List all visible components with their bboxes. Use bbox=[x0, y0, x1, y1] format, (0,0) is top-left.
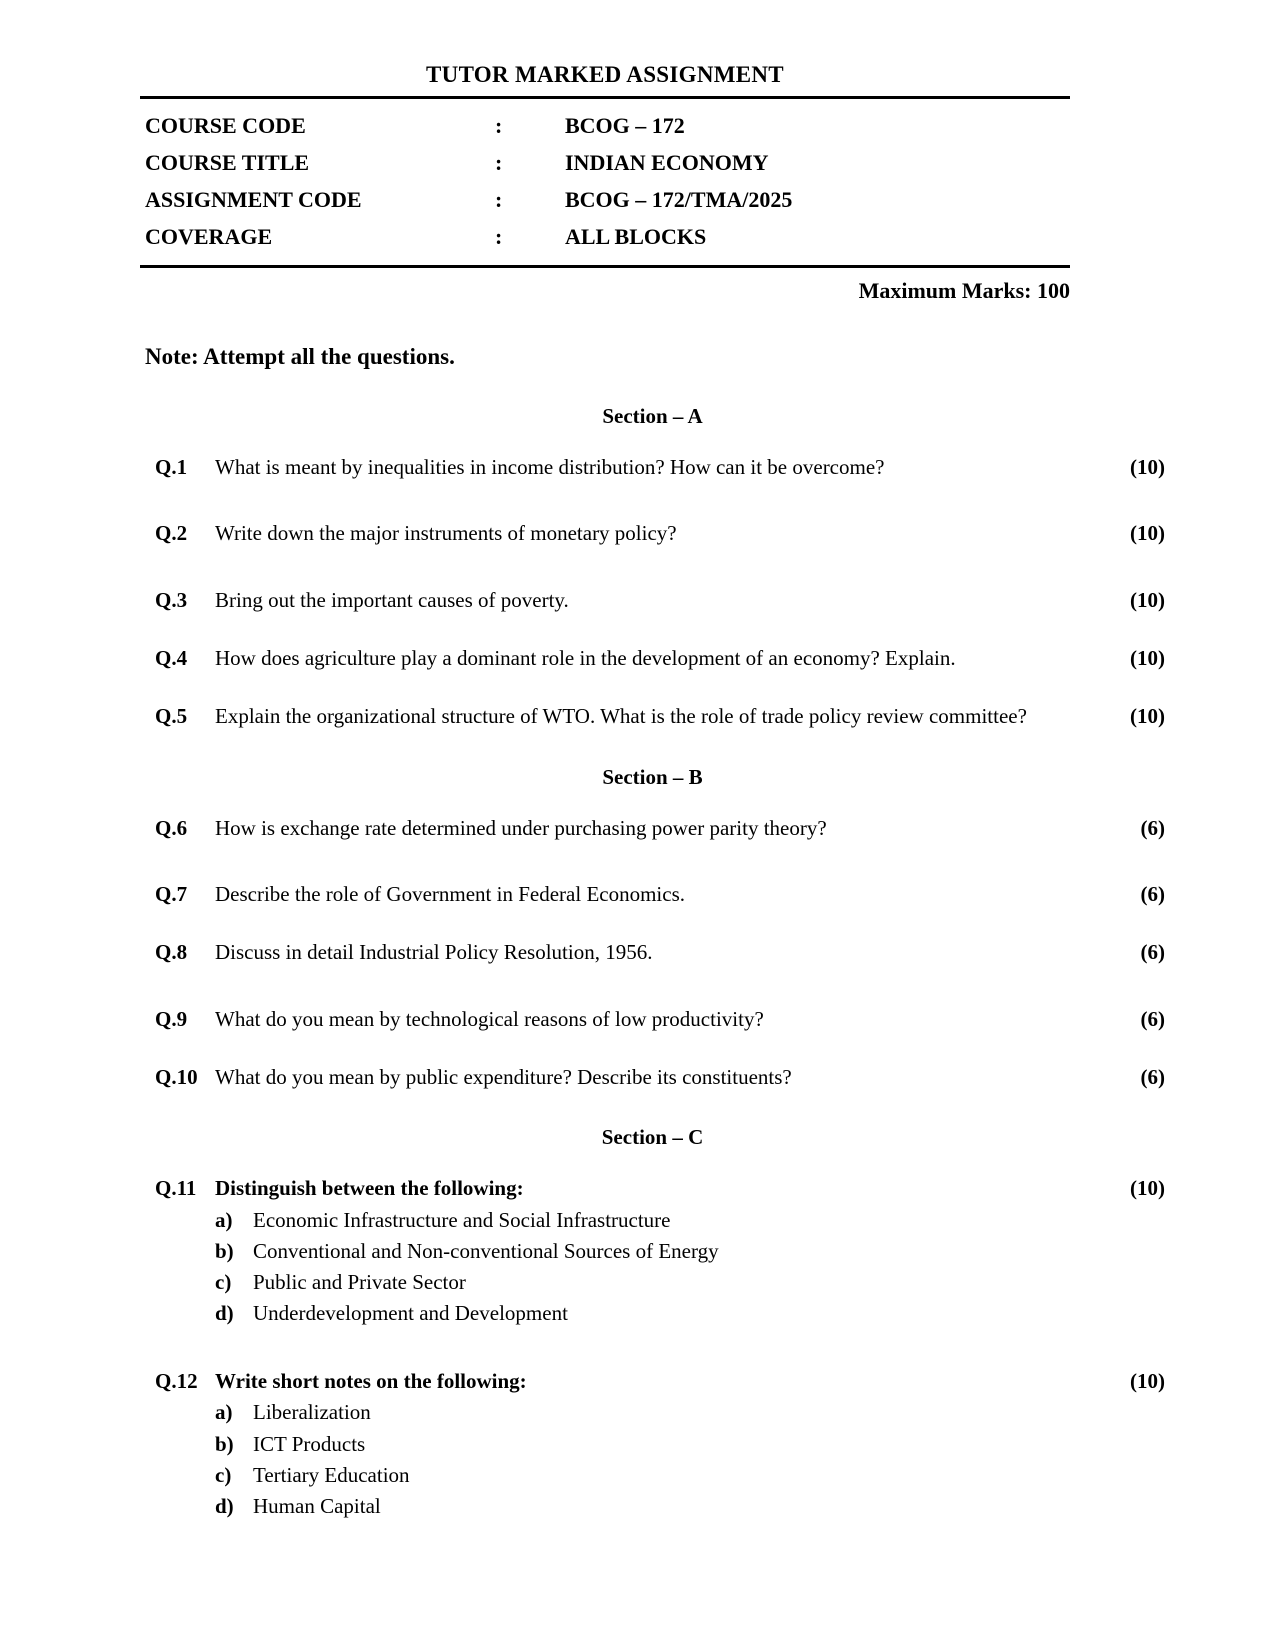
section-c-heading: Section – C bbox=[601, 1125, 704, 1150]
question-marks: (6) bbox=[1140, 882, 1165, 907]
sub-question-list bbox=[215, 1205, 1087, 1329]
question-row-q11 bbox=[140, 1174, 1165, 1329]
course-title-value: INDIAN ECONOMY bbox=[565, 150, 769, 175]
sub-question-list bbox=[215, 1397, 1087, 1521]
assignment-code-separator: : bbox=[495, 187, 503, 212]
sub-question-b bbox=[215, 1236, 1087, 1267]
question-number: Q.4 bbox=[155, 646, 188, 671]
question-marks: (10) bbox=[1130, 646, 1165, 671]
question-row-q3 bbox=[140, 586, 1165, 614]
section-a-heading: Section – A bbox=[602, 404, 703, 428]
question-text: How does agriculture play a dominant role in the development of an economy? Explain. bbox=[215, 646, 956, 671]
question-text: Bring out the important causes of poverty. bbox=[215, 587, 569, 612]
course-code-row bbox=[140, 107, 1070, 144]
question-marks: (10) bbox=[1130, 587, 1165, 612]
question-text: How is exchange rate determined under purchasing power parity theory? bbox=[215, 815, 827, 840]
coverage-separator: : bbox=[495, 224, 503, 249]
question-marks: (10) bbox=[1130, 1176, 1165, 1201]
sub-question-text: Tertiary Education bbox=[253, 1462, 410, 1487]
question-text: What is meant by inequalities in income distribution? How can it be overcome? bbox=[215, 455, 885, 479]
assignment-code-label: ASSIGNMENT CODE bbox=[145, 187, 362, 212]
question-row-q9 bbox=[140, 1005, 1165, 1033]
question-marks: (6) bbox=[1140, 815, 1165, 840]
course-code-separator: : bbox=[495, 113, 503, 138]
sub-question-text: Economic Infrastructure and Social Infrastructure bbox=[253, 1207, 671, 1232]
assignment-code-row bbox=[140, 181, 1070, 218]
question-text: Write down the major instruments of monetary policy? bbox=[215, 521, 677, 546]
section-c bbox=[140, 1125, 1165, 1521]
question-text: Discuss in detail Industrial Policy Resolution, 1956. bbox=[215, 940, 653, 965]
course-title-label: COURSE TITLE bbox=[145, 150, 310, 175]
sub-question-d bbox=[215, 1491, 1087, 1522]
sub-question-text: Human Capital bbox=[253, 1493, 381, 1518]
question-number: Q.7 bbox=[155, 882, 188, 907]
question-row-q10 bbox=[140, 1063, 1165, 1091]
question-number: Q.10 bbox=[155, 1065, 198, 1090]
question-marks: (10) bbox=[1130, 704, 1165, 729]
course-code-value: BCOG – 172 bbox=[565, 113, 685, 138]
question-text: What do you mean by public expenditure? Describe its constituents? bbox=[215, 1065, 792, 1090]
question-text: What do you mean by technological reasons of low productivity? bbox=[215, 1006, 764, 1031]
sub-question-letter: d) bbox=[215, 1301, 234, 1326]
question-marks: (6) bbox=[1140, 1006, 1165, 1031]
question-row-q2 bbox=[140, 519, 1165, 547]
question-row-q4 bbox=[140, 644, 1165, 672]
sub-question-a bbox=[215, 1397, 1087, 1428]
question-row-q8 bbox=[140, 938, 1165, 966]
maximum-marks: Maximum Marks: 100 bbox=[858, 278, 1070, 303]
document-header bbox=[140, 62, 1070, 304]
sub-question-letter: c) bbox=[215, 1269, 232, 1294]
coverage-row bbox=[140, 218, 1070, 255]
question-marks: (10) bbox=[1130, 1369, 1165, 1394]
sub-question-letter: a) bbox=[215, 1207, 233, 1232]
sub-question-b bbox=[215, 1429, 1087, 1460]
question-number: Q.5 bbox=[155, 704, 188, 729]
note-text: Note: Attempt all the questions. bbox=[145, 344, 455, 369]
sub-question-letter: b) bbox=[215, 1238, 234, 1263]
question-text: Describe the role of Government in Federal Economics. bbox=[215, 882, 686, 907]
sub-question-letter: a) bbox=[215, 1400, 233, 1425]
course-title-row bbox=[140, 144, 1070, 181]
question-number: Q.9 bbox=[155, 1006, 188, 1031]
sub-question-text: Underdevelopment and Development bbox=[253, 1301, 568, 1326]
question-number: Q.8 bbox=[155, 940, 188, 965]
question-number: Q.12 bbox=[155, 1369, 198, 1394]
question-number: Q.3 bbox=[155, 587, 188, 612]
question-marks: (10) bbox=[1130, 455, 1165, 479]
sub-question-c bbox=[215, 1267, 1087, 1298]
coverage-value: ALL BLOCKS bbox=[565, 224, 707, 249]
sub-question-letter: c) bbox=[215, 1462, 232, 1487]
question-row-q5 bbox=[140, 702, 1165, 730]
course-code-label: COURSE CODE bbox=[145, 113, 306, 138]
question-marks: (10) bbox=[1130, 521, 1165, 546]
sub-question-letter: d) bbox=[215, 1493, 234, 1518]
question-number: Q.11 bbox=[155, 1176, 197, 1201]
question-marks: (6) bbox=[1140, 940, 1165, 965]
assignment-code-value: BCOG – 172/TMA/2025 bbox=[565, 187, 793, 212]
course-title-separator: : bbox=[495, 150, 503, 175]
section-a bbox=[140, 404, 1165, 731]
page-title: TUTOR MARKED ASSIGNMENT bbox=[426, 62, 784, 87]
sub-question-text: Conventional and Non-conventional Sources of Energy bbox=[253, 1238, 719, 1263]
question-row-q6 bbox=[140, 814, 1165, 842]
sub-question-text: Public and Private Sector bbox=[253, 1269, 466, 1294]
sub-question-text: ICT Products bbox=[253, 1431, 366, 1456]
section-b-heading: Section – B bbox=[602, 764, 703, 789]
question-number: Q.1 bbox=[155, 455, 188, 479]
question-text: Distinguish between the following: bbox=[215, 1176, 524, 1201]
question-row-q12 bbox=[140, 1367, 1165, 1522]
sub-question-letter: b) bbox=[215, 1431, 234, 1456]
section-b bbox=[140, 765, 1165, 1092]
question-text: Explain the organizational structure of WTO. What is the role of trade policy review committee? bbox=[215, 704, 1027, 729]
question-number: Q.2 bbox=[155, 521, 188, 546]
course-info-table bbox=[140, 96, 1070, 268]
sub-question-a bbox=[215, 1205, 1087, 1236]
question-marks: (6) bbox=[1140, 1065, 1165, 1090]
sub-question-c bbox=[215, 1460, 1087, 1491]
question-text: Write short notes on the following: bbox=[215, 1369, 527, 1394]
question-row-q1 bbox=[140, 453, 1165, 481]
question-number: Q.6 bbox=[155, 815, 188, 840]
question-row-q7 bbox=[140, 880, 1165, 908]
sub-question-text: Liberalization bbox=[253, 1400, 371, 1425]
coverage-label: COVERAGE bbox=[145, 224, 273, 249]
sub-question-d bbox=[215, 1298, 1087, 1329]
